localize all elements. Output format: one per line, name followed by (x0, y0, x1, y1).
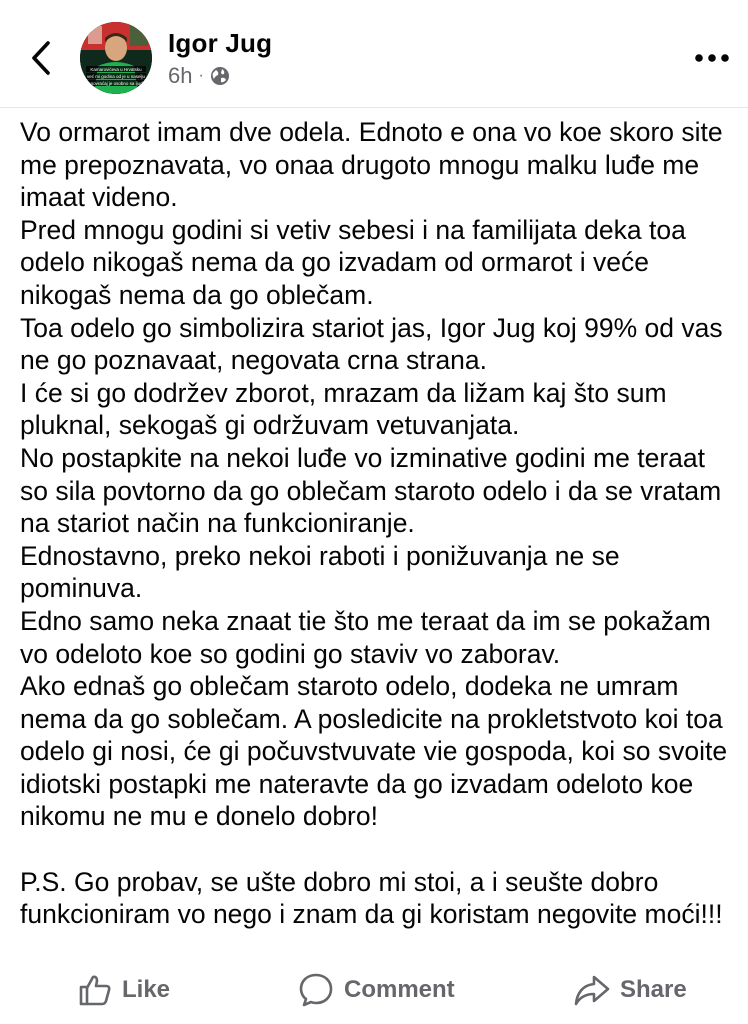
globe-icon (210, 66, 230, 86)
avatar[interactable] (80, 22, 152, 94)
post-paragraph: Edno samo neka znaat tie što me teraat da im se pokažam vo odeloto koe so godini go staviv vo zaborav. (20, 605, 711, 669)
paragraph-gap (20, 833, 736, 866)
post-paragraph: No postapkite na nekoi luđe vo izminative godini me teraat so sila povtorno da go oblečam staroto odelo i da se vratam na stariot način na funkcioniranje. (20, 442, 722, 539)
post-paragraph: Toa odelo go simbolizira stariot jas, Igor Jug koj 99% od vas ne go poznavaat, negovata crna strana. (20, 312, 723, 376)
post-actions-bar (0, 960, 748, 1020)
avatar-caption-2: već mi godina od je u naselju (86, 74, 146, 79)
more-horizontal-icon (694, 53, 730, 63)
share-button[interactable] (574, 966, 687, 1014)
post-meta (168, 63, 230, 89)
post-paragraph: Ednostavno, preko nekoi raboti i ponižuvanja ne se pominuva. (20, 540, 620, 604)
author-name[interactable]: Igor Jug (168, 28, 273, 58)
comment-icon (298, 972, 334, 1008)
post-time[interactable]: 6h (168, 63, 193, 88)
post-paragraph: Vo ormarot imam dve odela. Ednoto e ona vo koe skoro site me prepoznavata, vo onaa drugoto mnogu malku luđe me imaat videno. (20, 117, 723, 213)
post-postscript: P.S. Go probav, se ušte dobro mi stoi, a i seušte dobro funkcioniram vo nego i znam da gi koristam negovite moći!!! (20, 866, 723, 930)
post-body (20, 116, 736, 931)
like-label: Like (122, 976, 171, 1003)
chevron-left-icon (30, 40, 52, 76)
avatar-caption-1: Kamarovićeva u Hrvatsku (90, 67, 142, 72)
more-options-button[interactable] (690, 40, 734, 76)
post-paragraph: Pred mnogu godini si vetiv sebesi i na familijata deka toa odelo nikogaš nema da go izvadam od ormarot i veće nikogaš nema da go oblečam. (20, 214, 686, 310)
avatar-caption-3: i povraćaj je osobno sa ljudi (88, 81, 144, 86)
like-button[interactable] (78, 966, 170, 1014)
share-label: Share (620, 976, 687, 1003)
post-paragraph: I će si go dodržev zborot, mrazam da ližam kaj što sum pluknal, sekogaš gi održuvam vetuvanjata. (20, 377, 667, 441)
back-button[interactable] (26, 38, 56, 78)
comment-label: Comment (344, 976, 455, 1003)
thumbs-up-icon (78, 973, 112, 1007)
share-icon (574, 973, 610, 1007)
comment-button[interactable] (298, 966, 455, 1014)
post-paragraph: Ako ednaš go oblečam staroto odelo, dodeka ne umram nema da go soblečam. A posledicite na prokletstvoto koi toa odelo gi nosi, će gi počuvstvuvate vie gospoda, koi so svoite idiotski postapki me nateravte da go izvadam odeloto koe nikomu ne mu e donelo dobro! (20, 671, 728, 832)
meta-separator: · (198, 67, 204, 84)
post-header (0, 0, 748, 108)
